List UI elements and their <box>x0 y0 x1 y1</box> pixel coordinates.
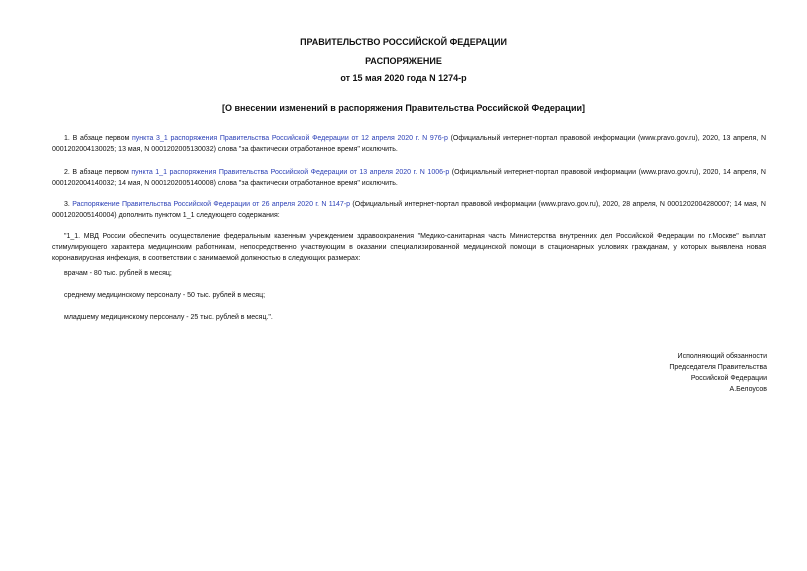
signature-line-4: А.Белоусов <box>729 386 767 393</box>
paragraph-1-link[interactable]: пункта 3_1 распоряжения Правительства Российской Федерации от 12 апреля 2020 г. N 976-р <box>132 135 448 142</box>
issuer-heading: ПРАВИТЕЛЬСТВО РОССИЙСКОЙ ФЕДЕРАЦИИ <box>300 37 507 47</box>
sub-item-doctors: врачам - 80 тыс. рублей в месяц; <box>64 270 172 277</box>
document-subject: [О внесении изменений в распоряжения Правительства Российской Федерации] <box>221 103 586 113</box>
signature-line-1: Исполняющий обязанности <box>677 353 767 360</box>
document-type-heading: РАСПОРЯЖЕНИЕ <box>365 56 442 66</box>
sub-item-mid-staff: среднему медицинскому персоналу - 50 тыс. рублей в месяц; <box>64 292 266 299</box>
paragraph-3-lead: 3. <box>64 201 73 208</box>
paragraph-3-tail: (Официальный интернет-портал правовой информации (www.pravo.gov.ru), 2020, 28 апреля, N 0001202004280007; 14 мая, N 0001202005140004) дополнить пунктом 1_1 следующего содержания: <box>52 201 766 219</box>
paragraph-2-lead: 2. В абзаце первом <box>64 169 132 176</box>
signature-block <box>669 351 767 395</box>
paragraph-1-tail: (Официальный интернет-портал правовой информации (www.pravo.gov.ru), 2020, 13 апреля, N 0001202004130025; 13 мая, N 0001202005130032) слова "за фактически отработанное время" исключить. <box>52 135 766 153</box>
paragraph-2-tail: (Официальный интернет-портал правовой информации (www.pravo.gov.ru), 2020, 14 апреля, N 0001202004140032; 14 мая, N 0001202005140008) слова "за фактически отработанное время" исключить. <box>52 169 766 187</box>
document-date-number: от 15 мая 2020 года N 1274-р <box>340 73 467 83</box>
signature-line-2: Председателя Правительства <box>669 364 767 371</box>
paragraph-1-lead: 1. В абзаце первом <box>64 135 133 142</box>
paragraph-3-link[interactable]: Распоряжение Правительства Российской Федерации от 26 апреля 2020 г. N 1147-р <box>72 201 351 208</box>
paragraph-2 <box>52 167 766 189</box>
paragraph-3 <box>52 199 766 221</box>
paragraph-1 <box>52 133 766 155</box>
paragraph-4-text: "1_1. МВД России обеспечить осуществление федеральным казенным учреждением здравоохранения "Медико-санитарная часть Министерства внутренних дел Российской Федерации по г.Москве" выплат стимулирующего характера медицинским работникам, непосредственно участвующим в оказании специализированной медицинской помощи в стационарных условиях гражданам, у которых выявлена новая коронавирусная инфекция, в соответствии с занимаемой должностью в следующих размерах: <box>52 233 766 262</box>
paragraph-4 <box>52 231 766 264</box>
sub-item-junior-staff: младшему медицинскому персоналу - 25 тыс. рублей в месяц.". <box>64 314 273 321</box>
signature-line-3: Российской Федерации <box>690 375 767 382</box>
paragraph-2-link[interactable]: пункта 1_1 распоряжения Правительства Российской Федерации от 13 апреля 2020 г. N 1006-р <box>131 169 450 176</box>
